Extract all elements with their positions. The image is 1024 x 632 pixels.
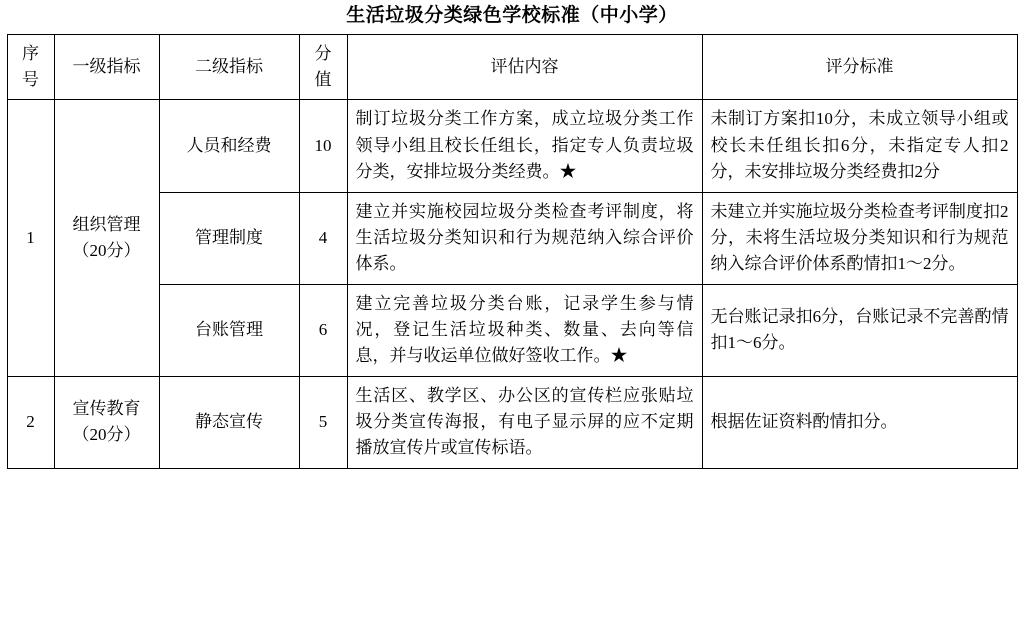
cell-seq: 1 xyxy=(7,100,54,376)
column-header-level1: 一级指标 xyxy=(54,34,159,100)
cell-level2: 台账管理 xyxy=(159,284,299,376)
column-header-level2: 二级指标 xyxy=(159,34,299,100)
column-header-score: 分值 xyxy=(299,34,347,100)
cell-score: 4 xyxy=(299,192,347,284)
cell-seq: 2 xyxy=(7,376,54,468)
cell-level2: 管理制度 xyxy=(159,192,299,284)
table-row xyxy=(7,100,1017,192)
page-title: 生活垃圾分类绿色学校标准（中小学） xyxy=(346,5,678,26)
cell-content: 建立完善垃圾分类台账，记录学生参与情况，登记生活垃圾种类、数量、去向等信息，并与收运单位做好签收工作。★ xyxy=(347,284,702,376)
column-header-seq: 序号 xyxy=(7,34,54,100)
table-header-row xyxy=(7,34,1017,100)
standards-table xyxy=(7,34,1018,469)
cell-criteria: 根据佐证资料酌情扣分。 xyxy=(702,376,1017,468)
column-header-criteria: 评分标准 xyxy=(702,34,1017,100)
cell-level1: 宣传教育（20分） xyxy=(54,376,159,468)
column-header-content: 评估内容 xyxy=(347,34,702,100)
table-row xyxy=(7,192,1017,284)
cell-score: 6 xyxy=(299,284,347,376)
cell-score: 5 xyxy=(299,376,347,468)
cell-score: 10 xyxy=(299,100,347,192)
cell-criteria: 未制订方案扣10分，未成立领导小组或校长未任组长扣6分，未指定专人扣2分，未安排垃圾分类经费扣2分 xyxy=(702,100,1017,192)
table-row xyxy=(7,284,1017,376)
cell-content: 制订垃圾分类工作方案，成立垃圾分类工作领导小组且校长任组长，指定专人负责垃圾分类，安排垃圾分类经费。★ xyxy=(347,100,702,192)
cell-level2: 人员和经费 xyxy=(159,100,299,192)
table-row xyxy=(7,376,1017,468)
cell-level2: 静态宣传 xyxy=(159,376,299,468)
table-header xyxy=(7,34,1017,100)
cell-content: 建立并实施校园垃圾分类检查考评制度，将生活垃圾分类知识和行为规范纳入综合评价体系。 xyxy=(347,192,702,284)
table-body xyxy=(7,100,1017,468)
cell-criteria: 无台账记录扣6分，台账记录不完善酌情扣1～6分。 xyxy=(702,284,1017,376)
cell-content: 生活区、教学区、办公区的宣传栏应张贴垃圾分类宣传海报，有电子显示屏的应不定期播放宣传片或宣传标语。 xyxy=(347,376,702,468)
cell-criteria: 未建立并实施垃圾分类检查考评制度扣2分，未将生活垃圾分类知识和行为规范纳入综合评价体系酌情扣1～2分。 xyxy=(702,192,1017,284)
cell-level1: 组织管理（20分） xyxy=(54,100,159,376)
